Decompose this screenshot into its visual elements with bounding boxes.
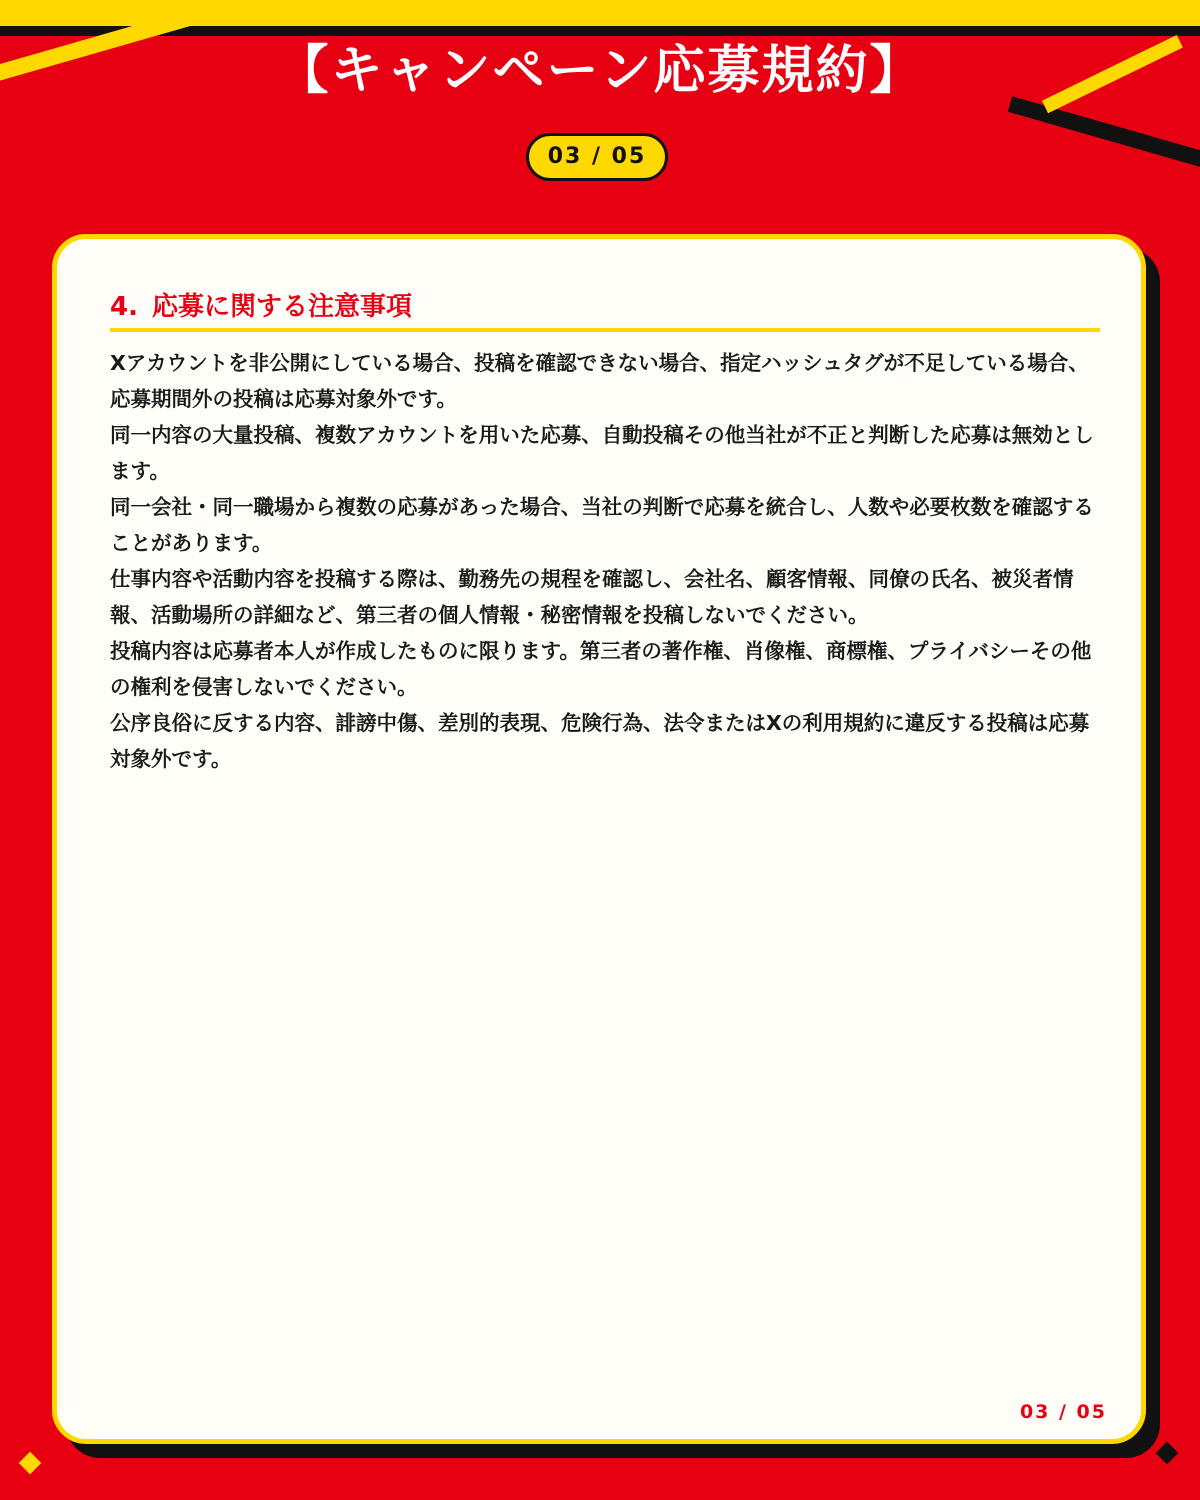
terms-paragraph: Xアカウントを非公開にしている場合、投稿を確認できない場合、指定ハッシュタグが不足している場合、応募期間外の投稿は応募対象外です。 <box>110 351 1089 411</box>
diamond-decoration-left <box>19 1452 42 1475</box>
section-divider <box>110 328 1100 332</box>
terms-paragraph: 公序良俗に反する内容、誹謗中傷、差別的表現、危険行為、法令またはXの利用規約に違反する投稿は応募対象外です。 <box>110 711 1090 771</box>
terms-paragraph: 同一内容の大量投稿、複数アカウントを用いた応募、自動投稿その他当社が不正と判断した応募は無効とします。 <box>110 423 1094 483</box>
section-number: 4. <box>110 292 138 322</box>
terms-body <box>110 345 1100 777</box>
section-heading <box>110 287 1100 327</box>
terms-paragraph: 投稿内容は応募者本人が作成したものに限ります。第三者の著作権、肖像権、商標権、プライバシーその他の権利を侵害しないでください。 <box>110 639 1092 699</box>
page-title: 【キャンペーン応募規約】 <box>276 41 924 101</box>
diamond-decoration-right <box>1156 1442 1179 1465</box>
terms-paragraph: 同一会社・同一職場から複数の応募があった場合、当社の判断で応募を統合し、人数や必要枚数を確認することがあります。 <box>110 495 1094 555</box>
decorative-stripe-right-black <box>1008 96 1200 175</box>
terms-card <box>52 234 1146 1444</box>
footer-page-number: 03 / 05 <box>1019 1401 1107 1423</box>
page-indicator-badge: 03 / 05 <box>526 133 668 181</box>
section-title: 応募に関する注意事項 <box>151 292 412 322</box>
terms-paragraph: 仕事内容や活動内容を投稿する際は、勤務先の規程を確認し、会社名、顧客情報、同僚の氏名、被災者情報、活動場所の詳細など、第三者の個人情報・秘密情報を投稿しないでください。 <box>110 567 1074 627</box>
